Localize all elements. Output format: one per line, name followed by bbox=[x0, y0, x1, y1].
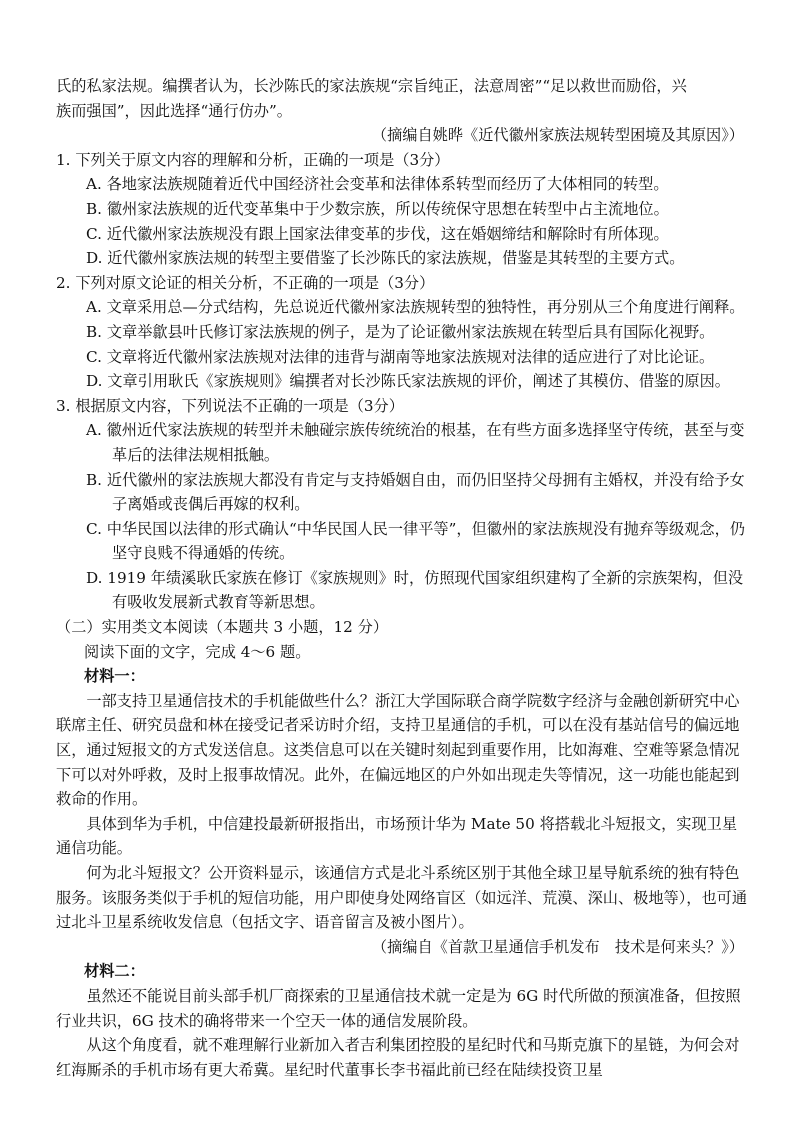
question-stem: 3. 根据原文内容，下列说法不正确的一项是（3分） bbox=[56, 396, 404, 415]
option-b: B. 文章举歙县叶氏修订家法族规的例子，是为了论证徽州家法族规在转型后具有国际化视野。 bbox=[86, 322, 715, 341]
option-b: B. 近代徽州的家法族规大都没有肯定与支持婚姻自由，而仍旧坚持父母拥有主婚权，并没有给予女子离婚或丧偶后再嫁的权利。 bbox=[86, 470, 745, 514]
question-3 bbox=[56, 394, 748, 615]
option-a: A. 文章采用总—分式结构，先总说近代徽州家法族规转型的独特性，再分别从三个角度进行阐释。 bbox=[86, 298, 745, 317]
option-a: A. 徽州近代家法族规的转型并未触碰宗族传统统治的根基，在有些方面多选择坚守传统，甚至与变革后的法律法规相抵触。 bbox=[86, 421, 745, 464]
material-paragraph: 虽然还不能说目前头部手机厂商探索的卫星通信技术就一定是为 6G 时代所做的预演准备，但按照行业共识，6G 技术的确将带来一个空天一体的通信发展阶段。 bbox=[56, 986, 741, 1030]
material-heading: 材料一： bbox=[84, 667, 145, 686]
option-b: B. 徽州家法族规的近代变革集中于少数宗族，所以传统保守思想在转型中占主流地位。 bbox=[86, 199, 669, 218]
intro-line: 族而强国”，因此选择“通行仿办”。 bbox=[56, 101, 292, 120]
section-instruction: 阅读下面的文字，完成 4～6 题。 bbox=[84, 642, 311, 661]
material-paragraph: 一部支持卫星通信技术的手机能做些什么？浙江大学国际联合商学院数字经济与金融创新研究中心联席主任、研究员盘和林在接受记者采访时介绍，支持卫星通信的手机，可以在没有基站信号的偏远地区，通过短报文的方式发送信息。这类信息可以在关键时刻起到重要作用，比如海难、空难等紧急情况下可以对外呼救，及时上报事故情况。此外，在偏远地区的户外如出现走失等情况，这一功能也能起到救命的作用。 bbox=[56, 691, 740, 809]
question-stem: 2. 下列对原文论证的相关分析，不正确的一项是（3分） bbox=[56, 273, 435, 292]
option-d: D. 文章引用耿氏《家族规则》编撰者对长沙陈氏家法族规的评价，阐述了其模仿、借鉴的原因。 bbox=[86, 372, 730, 391]
section-title: （二）实用类文本阅读（本题共 3 小题，12 分） bbox=[56, 618, 389, 637]
option-a: A. 各地家法族规随着近代中国经济社会变革和法律体系转型而经历了大体相同的转型。 bbox=[86, 175, 669, 194]
material-paragraph: 具体到华为手机，中信建投最新研报指出，市场预计华为 Mate 50 将搭载北斗短报文，实现卫星通信功能。 bbox=[56, 814, 738, 858]
material-paragraph: 何为北斗短报文？公开资料显示，该通信方式是北斗系统区别于其他全球卫星导航系统的独有特色服务。该服务类似于手机的短信功能，用户即使身处网络盲区（如远洋、荒漠、深山、极地等），也可通过北斗卫星系统收发信息（包括文字、语音留言及被小图片）。 bbox=[56, 864, 748, 932]
option-c: C. 文章将近代徽州家法族规对法律的违背与湖南等地家法族规对法律的适应进行了对比论证。 bbox=[86, 347, 715, 366]
question-stem: 1. 下列关于原文内容的理解和分析，正确的一项是（3分） bbox=[56, 150, 450, 169]
material-heading: 材料二： bbox=[84, 962, 145, 981]
source-citation: （摘编自姚晔《近代徽州家族法规转型困境及其原因》） bbox=[371, 126, 744, 145]
question-2 bbox=[56, 271, 748, 394]
option-d: D. 近代徽州家族法规的转型主要借鉴了长沙陈氏的家法族规，借鉴是其转型的主要方式。 bbox=[86, 249, 685, 268]
question-1 bbox=[56, 148, 748, 271]
option-d: D. 1919 年绩溪耿氏家族在修订《家族规则》时，仿照现代国家组织建构了全新的宗族架构，但没有吸收发展新式教育等新思想。 bbox=[86, 568, 744, 612]
material-paragraph: 从这个角度看，就不难理解行业新加入者吉利集团控股的星纪时代和马斯克旗下的星链，为何会对红海厮杀的手机市场有更大希冀。星纪时代董事长李书福此前已经在陆续投资卫星 bbox=[56, 1036, 740, 1079]
intro-line: 氏的私家法规。编撰者认为，长沙陈氏的家法族规“宗旨纯正，法意周密”“足以救世而励俗，兴 bbox=[56, 77, 687, 95]
option-c: C. 中华民国以法律的形式确认“中华民国人民一律平等”，但徽州的家法族规没有抛弃等级观念，仍坚守良贱不得通婚的传统。 bbox=[86, 519, 745, 563]
source-citation: （摘编自《首款卫星通信手机发布 技术是何来头？》） bbox=[371, 937, 744, 956]
option-c: C. 近代徽州家法族规没有跟上国家法律变革的步伐，这在婚姻缔结和解除时有所体现。 bbox=[86, 224, 669, 243]
